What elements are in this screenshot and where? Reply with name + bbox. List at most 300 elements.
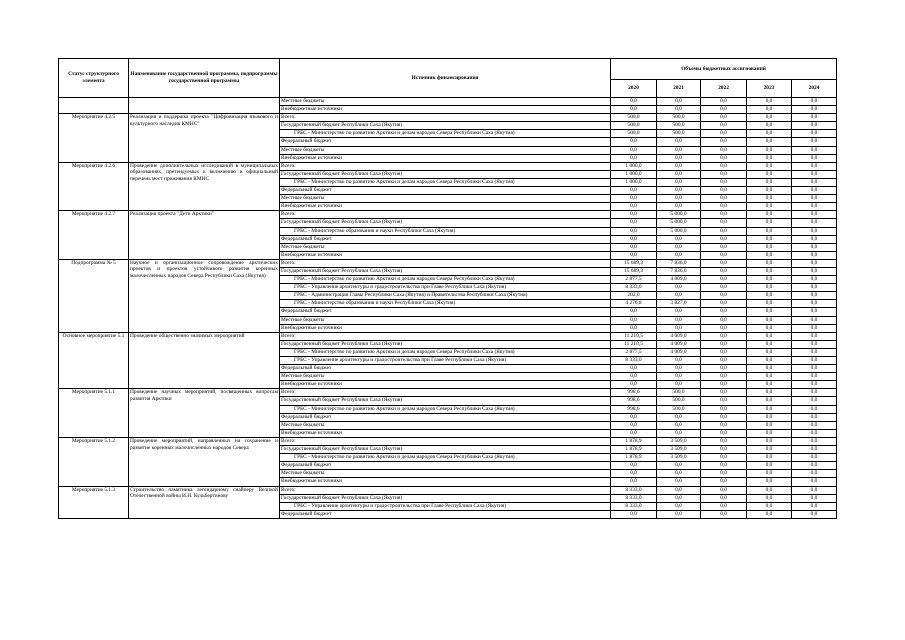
budget-value: 0,0 bbox=[747, 437, 792, 445]
budget-value: 0,0 bbox=[657, 251, 701, 259]
budget-value: 0,0 bbox=[657, 462, 701, 470]
table-row bbox=[59, 486, 837, 494]
budget-value: 0,0 bbox=[792, 324, 837, 332]
budget-value: 0,0 bbox=[747, 114, 792, 122]
budget-value: 0,0 bbox=[657, 187, 701, 195]
table-row bbox=[59, 162, 837, 170]
budget-value: 4 009,0 bbox=[657, 340, 701, 348]
funding-source: Федеральный бюджет bbox=[280, 187, 611, 195]
budget-value: 998,6 bbox=[611, 397, 657, 405]
funding-source: Всего: bbox=[280, 259, 611, 267]
funding-source: Государственный бюджет Республики Саха (Якутия) bbox=[280, 170, 611, 178]
budget-value: 0,0 bbox=[792, 243, 837, 251]
budget-value: 0,0 bbox=[611, 219, 657, 227]
budget-value: 0,0 bbox=[657, 373, 701, 381]
budget-value: 0,0 bbox=[701, 478, 747, 486]
budget-value: 0,0 bbox=[747, 486, 792, 494]
budget-value: 0,0 bbox=[701, 276, 747, 284]
funding-source: Государственный бюджет Республики Саха (Якутия) bbox=[280, 340, 611, 348]
funding-source: Внебюджетные источники bbox=[280, 203, 611, 211]
funding-source: ГРБС - Министерство по развитию Арктики и делам народов Севера Республики Саха (Якутия) bbox=[280, 178, 611, 186]
budget-value: 0,0 bbox=[657, 429, 701, 437]
funding-source: Внебюджетные источники bbox=[280, 429, 611, 437]
budget-value: 0,0 bbox=[701, 462, 747, 470]
budget-value: 0,0 bbox=[611, 235, 657, 243]
funding-source: Всего: bbox=[280, 211, 611, 219]
budget-value: 0,0 bbox=[792, 276, 837, 284]
budget-value: 0,0 bbox=[657, 106, 701, 114]
budget-value: 0,0 bbox=[792, 251, 837, 259]
row-program-name: Реализация проекта "Дети Арктики" bbox=[129, 211, 280, 260]
budget-value: 0,0 bbox=[747, 316, 792, 324]
funding-source: ГРБС - Управление архитектуры и градостроительства при Главе Республики Саха (Якутия) bbox=[280, 357, 611, 365]
budget-value: 0,0 bbox=[611, 146, 657, 154]
funding-source: Федеральный бюджет bbox=[280, 365, 611, 373]
budget-value: 0,0 bbox=[792, 365, 837, 373]
row-program-name: Проведение мероприятий, направленных на сохранение и развитие коренных малочисленных народов Севера bbox=[129, 437, 280, 486]
funding-source: Местные бюджеты bbox=[280, 421, 611, 429]
budget-value: 500,0 bbox=[611, 122, 657, 130]
budget-value: 0,0 bbox=[792, 478, 837, 486]
budget-value: 0,0 bbox=[747, 203, 792, 211]
funding-source: Всего: bbox=[280, 114, 611, 122]
budget-value: 0,0 bbox=[701, 146, 747, 154]
budget-value: 0,0 bbox=[747, 324, 792, 332]
funding-source: Федеральный бюджет bbox=[280, 138, 611, 146]
budget-value: 0,0 bbox=[747, 154, 792, 162]
budget-value: 0,0 bbox=[792, 130, 837, 138]
budget-value: 0,0 bbox=[657, 478, 701, 486]
row-status: Мероприятие 4.2.7 bbox=[59, 211, 129, 260]
budget-value: 0,0 bbox=[657, 178, 701, 186]
funding-source: Местные бюджеты bbox=[280, 470, 611, 478]
budget-value: 0,0 bbox=[792, 203, 837, 211]
budget-value: 0,0 bbox=[611, 138, 657, 146]
budget-value: 0,0 bbox=[701, 211, 747, 219]
budget-value: 3 827,0 bbox=[657, 300, 701, 308]
budget-value: 0,0 bbox=[792, 357, 837, 365]
budget-value: 0,0 bbox=[747, 292, 792, 300]
funding-source: Внебюджетные источники bbox=[280, 106, 611, 114]
budget-value: 11 210,5 bbox=[611, 332, 657, 340]
budget-value: 2 877,5 bbox=[611, 348, 657, 356]
funding-source: ГРБС - Министерство по развитию Арктики и делам народов Севера Республики Саха (Якутия) bbox=[280, 348, 611, 356]
budget-value: 0,0 bbox=[611, 316, 657, 324]
budget-value: 0,0 bbox=[701, 219, 747, 227]
budget-value: 0,0 bbox=[792, 122, 837, 130]
budget-value: 0,0 bbox=[792, 170, 837, 178]
row-program-name: Реализация и поддержка проекта "Цифровизация языкового и культурного наследия КМНС" bbox=[129, 114, 280, 163]
funding-source: Федеральный бюджет bbox=[280, 510, 611, 518]
budget-value: 0,0 bbox=[701, 308, 747, 316]
budget-value: 0,0 bbox=[701, 235, 747, 243]
budget-value: 8 333,0 bbox=[611, 284, 657, 292]
budget-value: 0,0 bbox=[701, 413, 747, 421]
budget-value: 0,0 bbox=[611, 251, 657, 259]
budget-value: 0,0 bbox=[611, 106, 657, 114]
budget-value: 0,0 bbox=[657, 502, 701, 510]
budget-value: 0,0 bbox=[747, 389, 792, 397]
budget-value: 0,0 bbox=[701, 195, 747, 203]
budget-value: 0,0 bbox=[792, 381, 837, 389]
budget-value: 0,0 bbox=[701, 405, 747, 413]
budget-value: 0,0 bbox=[701, 251, 747, 259]
budget-value: 0,0 bbox=[747, 146, 792, 154]
budget-value: 0,0 bbox=[747, 170, 792, 178]
budget-value: 15 689,3 bbox=[611, 259, 657, 267]
row-status: Подпрограмма № 5 bbox=[59, 259, 129, 332]
budget-value: 0,0 bbox=[747, 454, 792, 462]
funding-source: ГРБС - Министерство по развитию Арктики и делам народов Севера Республики Саха (Якутия) bbox=[280, 276, 611, 284]
budget-value: 0,0 bbox=[747, 219, 792, 227]
row-program-name: Научное и организационное сопровождение арктических проектов и проектов устойчивого развития коренных малочисленных народов Севера Республики Саха (Якутия) bbox=[129, 259, 280, 332]
row-status bbox=[59, 98, 129, 114]
funding-source: Государственный бюджет Республики Саха (Якутия) bbox=[280, 219, 611, 227]
table-row bbox=[59, 114, 837, 122]
funding-source: Государственный бюджет Республики Саха (Якутия) bbox=[280, 267, 611, 275]
budget-value: 0,0 bbox=[701, 243, 747, 251]
budget-value: 8 333,0 bbox=[611, 494, 657, 502]
budget-value: 998,6 bbox=[611, 389, 657, 397]
budget-value: 0,0 bbox=[701, 178, 747, 186]
budget-value: 0,0 bbox=[701, 203, 747, 211]
budget-value: 0,0 bbox=[792, 316, 837, 324]
budget-value: 0,0 bbox=[657, 292, 701, 300]
budget-value: 0,0 bbox=[792, 454, 837, 462]
funding-source: ГРБС - Министерство по развитию Арктики и делам народов Севера Республики Саха (Якутия) bbox=[280, 130, 611, 138]
budget-value: 5 000,0 bbox=[657, 227, 701, 235]
budget-value: 0,0 bbox=[747, 195, 792, 203]
budget-value: 998,6 bbox=[611, 405, 657, 413]
budget-value: 0,0 bbox=[701, 284, 747, 292]
budget-value: 500,0 bbox=[657, 389, 701, 397]
table-body bbox=[59, 98, 837, 519]
funding-source: Внебюджетные источники bbox=[280, 381, 611, 389]
budget-value: 0,0 bbox=[611, 373, 657, 381]
budget-value: 0,0 bbox=[792, 332, 837, 340]
budget-value: 0,0 bbox=[701, 316, 747, 324]
budget-value: 4 276,8 bbox=[611, 300, 657, 308]
budget-value: 0,0 bbox=[747, 308, 792, 316]
budget-value: 0,0 bbox=[792, 219, 837, 227]
budget-value: 0,0 bbox=[792, 348, 837, 356]
budget-value: 0,0 bbox=[792, 308, 837, 316]
budget-value: 0,0 bbox=[792, 446, 837, 454]
budget-value: 0,0 bbox=[792, 389, 837, 397]
budget-value: 0,0 bbox=[611, 381, 657, 389]
budget-value: 0,0 bbox=[747, 365, 792, 373]
budget-value: 0,0 bbox=[657, 357, 701, 365]
funding-source: Внебюджетные источники bbox=[280, 251, 611, 259]
budget-value: 0,0 bbox=[701, 421, 747, 429]
budget-value: 0,0 bbox=[657, 235, 701, 243]
budget-value: 0,0 bbox=[792, 300, 837, 308]
budget-value: 500,0 bbox=[657, 130, 701, 138]
budget-value: 8 333,0 bbox=[611, 357, 657, 365]
budget-value: 0,0 bbox=[701, 259, 747, 267]
budget-value: 0,0 bbox=[701, 502, 747, 510]
funding-source: Федеральный бюджет bbox=[280, 413, 611, 421]
budget-value: 0,0 bbox=[792, 267, 837, 275]
budget-value: 0,0 bbox=[747, 162, 792, 170]
budget-value: 0,0 bbox=[792, 413, 837, 421]
budget-value: 0,0 bbox=[701, 494, 747, 502]
budget-value: 0,0 bbox=[701, 348, 747, 356]
table-row bbox=[59, 332, 837, 340]
row-status: Мероприятие 5.1.1 bbox=[59, 389, 129, 438]
budget-value: 0,0 bbox=[701, 114, 747, 122]
header-year: 2022 bbox=[701, 80, 747, 98]
budget-value: 0,0 bbox=[657, 195, 701, 203]
budget-value: 0,0 bbox=[701, 98, 747, 106]
header-name: Наименование государственной программы, подпрограммы государственной программы bbox=[129, 59, 280, 98]
budget-value: 500,0 bbox=[657, 405, 701, 413]
table-header bbox=[59, 59, 837, 98]
budget-value: 0,0 bbox=[747, 470, 792, 478]
budget-value: 0,0 bbox=[657, 470, 701, 478]
budget-value: 0,0 bbox=[747, 106, 792, 114]
budget-value: 0,0 bbox=[792, 98, 837, 106]
budget-value: 0,0 bbox=[657, 413, 701, 421]
budget-value: 0,0 bbox=[747, 381, 792, 389]
funding-source: Местные бюджеты bbox=[280, 146, 611, 154]
budget-value: 0,0 bbox=[701, 130, 747, 138]
budget-value: 0,0 bbox=[657, 170, 701, 178]
budget-value: 0,0 bbox=[747, 138, 792, 146]
header-year: 2021 bbox=[657, 80, 701, 98]
budget-value: 0,0 bbox=[657, 146, 701, 154]
budget-value: 15 689,3 bbox=[611, 267, 657, 275]
budget-value: 0,0 bbox=[747, 332, 792, 340]
budget-value: 0,0 bbox=[611, 243, 657, 251]
budget-value: 0,0 bbox=[611, 470, 657, 478]
budget-value: 0,0 bbox=[657, 138, 701, 146]
budget-value: 0,0 bbox=[701, 389, 747, 397]
budget-value: 0,0 bbox=[611, 510, 657, 518]
budget-value: 0,0 bbox=[792, 259, 837, 267]
budget-value: 0,0 bbox=[657, 154, 701, 162]
budget-value: 0,0 bbox=[657, 324, 701, 332]
row-status: Мероприятие 5.1.3 bbox=[59, 486, 129, 518]
budget-value: 0,0 bbox=[747, 130, 792, 138]
budget-value: 0,0 bbox=[701, 332, 747, 340]
funding-source: ГРБС - Управление архитектуры и градостроительства при Главе Республики Саха (Якутия) bbox=[280, 502, 611, 510]
table-row bbox=[59, 437, 837, 445]
budget-value: 0,0 bbox=[701, 267, 747, 275]
budget-value: 0,0 bbox=[701, 510, 747, 518]
budget-value: 0,0 bbox=[747, 251, 792, 259]
budget-value: 0,0 bbox=[747, 235, 792, 243]
table-row bbox=[59, 259, 837, 267]
budget-value: 8 333,0 bbox=[611, 502, 657, 510]
budget-value: 0,0 bbox=[792, 462, 837, 470]
budget-value: 0,0 bbox=[701, 138, 747, 146]
budget-value: 3 509,0 bbox=[657, 446, 701, 454]
budget-value: 0,0 bbox=[747, 227, 792, 235]
row-program-name: Проведение дополнительных исследований в муниципальных образованиях, претендуемых к включению в официальный перечень мест проживания КМНС bbox=[129, 162, 280, 211]
budget-value: 5 000,0 bbox=[657, 219, 701, 227]
budget-value: 0,0 bbox=[611, 154, 657, 162]
budget-value: 0,0 bbox=[792, 502, 837, 510]
funding-source: Внебюджетные источники bbox=[280, 478, 611, 486]
row-program-name: Проведение общественно значимых мероприятий bbox=[129, 332, 280, 389]
budget-value: 0,0 bbox=[747, 478, 792, 486]
budget-value: 0,0 bbox=[792, 486, 837, 494]
funding-source: ГРБС - Министерство образования и науки Республики Саха (Якутия) bbox=[280, 300, 611, 308]
budget-value: 0,0 bbox=[747, 187, 792, 195]
budget-value: 0,0 bbox=[701, 429, 747, 437]
budget-value: 0,0 bbox=[747, 243, 792, 251]
funding-source: Всего: bbox=[280, 162, 611, 170]
budget-value: 0,0 bbox=[792, 211, 837, 219]
budget-allocation-table bbox=[58, 58, 837, 519]
funding-source: Местные бюджеты bbox=[280, 316, 611, 324]
budget-value: 0,0 bbox=[701, 437, 747, 445]
funding-source: Всего: bbox=[280, 437, 611, 445]
budget-value: 0,0 bbox=[792, 405, 837, 413]
budget-value: 0,0 bbox=[611, 195, 657, 203]
budget-value: 0,0 bbox=[701, 292, 747, 300]
budget-value: 0,0 bbox=[701, 170, 747, 178]
budget-value: 0,0 bbox=[701, 324, 747, 332]
budget-value: 0,0 bbox=[701, 300, 747, 308]
budget-value: 0,0 bbox=[792, 138, 837, 146]
budget-value: 1 000,0 bbox=[611, 170, 657, 178]
funding-source: Местные бюджеты bbox=[280, 98, 611, 106]
budget-value: 0,0 bbox=[611, 308, 657, 316]
row-status: Мероприятие 4.2.6 bbox=[59, 162, 129, 211]
budget-value: 0,0 bbox=[611, 429, 657, 437]
budget-value: 500,0 bbox=[657, 114, 701, 122]
budget-value: 0,0 bbox=[657, 243, 701, 251]
budget-value: 0,0 bbox=[792, 114, 837, 122]
budget-value: 0,0 bbox=[657, 365, 701, 373]
budget-value: 0,0 bbox=[701, 162, 747, 170]
budget-value: 0,0 bbox=[701, 187, 747, 195]
budget-value: 0,0 bbox=[792, 178, 837, 186]
budget-value: 0,0 bbox=[747, 413, 792, 421]
budget-value: 1 000,0 bbox=[611, 178, 657, 186]
funding-source: Местные бюджеты bbox=[280, 243, 611, 251]
funding-source: Внебюджетные источники bbox=[280, 154, 611, 162]
budget-value: 0,0 bbox=[792, 421, 837, 429]
row-program-name bbox=[129, 98, 280, 114]
budget-value: 0,0 bbox=[657, 316, 701, 324]
row-program-name: Проведение научных мероприятий, посвященных вопросам развития Арктики bbox=[129, 389, 280, 438]
budget-value: 0,0 bbox=[701, 227, 747, 235]
budget-value: 0,0 bbox=[792, 162, 837, 170]
budget-value: 0,0 bbox=[747, 405, 792, 413]
budget-value: 3 509,0 bbox=[657, 437, 701, 445]
header-volumes: Объемы бюджетных ассигнований bbox=[611, 59, 837, 80]
budget-value: 0,0 bbox=[611, 413, 657, 421]
budget-value: 0,0 bbox=[747, 284, 792, 292]
funding-source: Государственный бюджет Республики Саха (Якутия) bbox=[280, 494, 611, 502]
budget-value: 4 009,0 bbox=[657, 348, 701, 356]
budget-value: 2 877,5 bbox=[611, 276, 657, 284]
budget-value: 0,0 bbox=[792, 106, 837, 114]
budget-value: 0,0 bbox=[657, 510, 701, 518]
budget-value: 0,0 bbox=[701, 397, 747, 405]
funding-source: Внебюджетные источники bbox=[280, 324, 611, 332]
budget-value: 0,0 bbox=[747, 510, 792, 518]
budget-value: 0,0 bbox=[747, 98, 792, 106]
budget-value: 8 333,0 bbox=[611, 486, 657, 494]
budget-value: 7 836,0 bbox=[657, 267, 701, 275]
budget-value: 0,0 bbox=[611, 462, 657, 470]
budget-value: 0,0 bbox=[792, 429, 837, 437]
budget-value: 0,0 bbox=[611, 211, 657, 219]
budget-value: 0,0 bbox=[657, 308, 701, 316]
budget-value: 0,0 bbox=[792, 510, 837, 518]
budget-value: 0,0 bbox=[701, 454, 747, 462]
funding-source: ГРБС - Министерство по развитию Арктики и делам народов Севера Республики Саха (Якутия) bbox=[280, 405, 611, 413]
budget-value: 0,0 bbox=[657, 284, 701, 292]
row-status: Основное мероприятие 5.1 bbox=[59, 332, 129, 389]
budget-value: 0,0 bbox=[657, 494, 701, 502]
table-row bbox=[59, 98, 837, 106]
funding-source: Всего: bbox=[280, 332, 611, 340]
budget-value: 0,0 bbox=[657, 486, 701, 494]
budget-value: 11 210,5 bbox=[611, 340, 657, 348]
budget-value: 0,0 bbox=[747, 178, 792, 186]
funding-source: Государственный бюджет Республики Саха (Якутия) bbox=[280, 122, 611, 130]
budget-value: 0,0 bbox=[747, 502, 792, 510]
budget-value: 0,0 bbox=[611, 421, 657, 429]
budget-value: 0,0 bbox=[611, 324, 657, 332]
budget-value: 0,0 bbox=[657, 98, 701, 106]
budget-value: 0,0 bbox=[747, 397, 792, 405]
budget-value: 1 878,9 bbox=[611, 454, 657, 462]
budget-value: 0,0 bbox=[792, 373, 837, 381]
budget-value: 500,0 bbox=[611, 130, 657, 138]
budget-value: 500,0 bbox=[657, 397, 701, 405]
budget-value: 0,0 bbox=[792, 292, 837, 300]
budget-value: 0,0 bbox=[747, 462, 792, 470]
budget-value: 0,0 bbox=[657, 162, 701, 170]
row-status: Мероприятие 5.1.2 bbox=[59, 437, 129, 486]
budget-value: 3 509,0 bbox=[657, 454, 701, 462]
funding-source: Местные бюджеты bbox=[280, 373, 611, 381]
budget-value: 1 878,9 bbox=[611, 437, 657, 445]
budget-value: 0,0 bbox=[792, 494, 837, 502]
budget-value: 0,0 bbox=[747, 276, 792, 284]
budget-value: 0,0 bbox=[611, 227, 657, 235]
budget-value: 0,0 bbox=[792, 470, 837, 478]
budget-value: 1 000,0 bbox=[611, 162, 657, 170]
budget-value: 0,0 bbox=[747, 122, 792, 130]
budget-value: 0,0 bbox=[747, 373, 792, 381]
budget-value: 0,0 bbox=[792, 437, 837, 445]
budget-value: 0,0 bbox=[747, 340, 792, 348]
budget-value: 0,0 bbox=[792, 284, 837, 292]
funding-source: Федеральный бюджет bbox=[280, 462, 611, 470]
budget-value: 0,0 bbox=[611, 478, 657, 486]
funding-source: Государственный бюджет Республики Саха (Якутия) bbox=[280, 446, 611, 454]
budget-value: 0,0 bbox=[701, 154, 747, 162]
budget-value: 0,0 bbox=[747, 300, 792, 308]
budget-value: 0,0 bbox=[792, 187, 837, 195]
funding-source: ГРБС - Администрация Главы Республики Саха (Якутия) и Правительства Республики Саха (Якутия) bbox=[280, 292, 611, 300]
budget-value: 0,0 bbox=[701, 122, 747, 130]
budget-value: 0,0 bbox=[792, 397, 837, 405]
table-row bbox=[59, 211, 837, 219]
budget-value: 0,0 bbox=[701, 486, 747, 494]
funding-source: ГРБС - Управление архитектуры и градостроительства при Главе Республики Саха (Якутия) bbox=[280, 284, 611, 292]
budget-value: 0,0 bbox=[701, 106, 747, 114]
funding-source: ГРБС - Министерство образования и науки Республики Саха (Якутия) bbox=[280, 227, 611, 235]
budget-value: 0,0 bbox=[792, 195, 837, 203]
